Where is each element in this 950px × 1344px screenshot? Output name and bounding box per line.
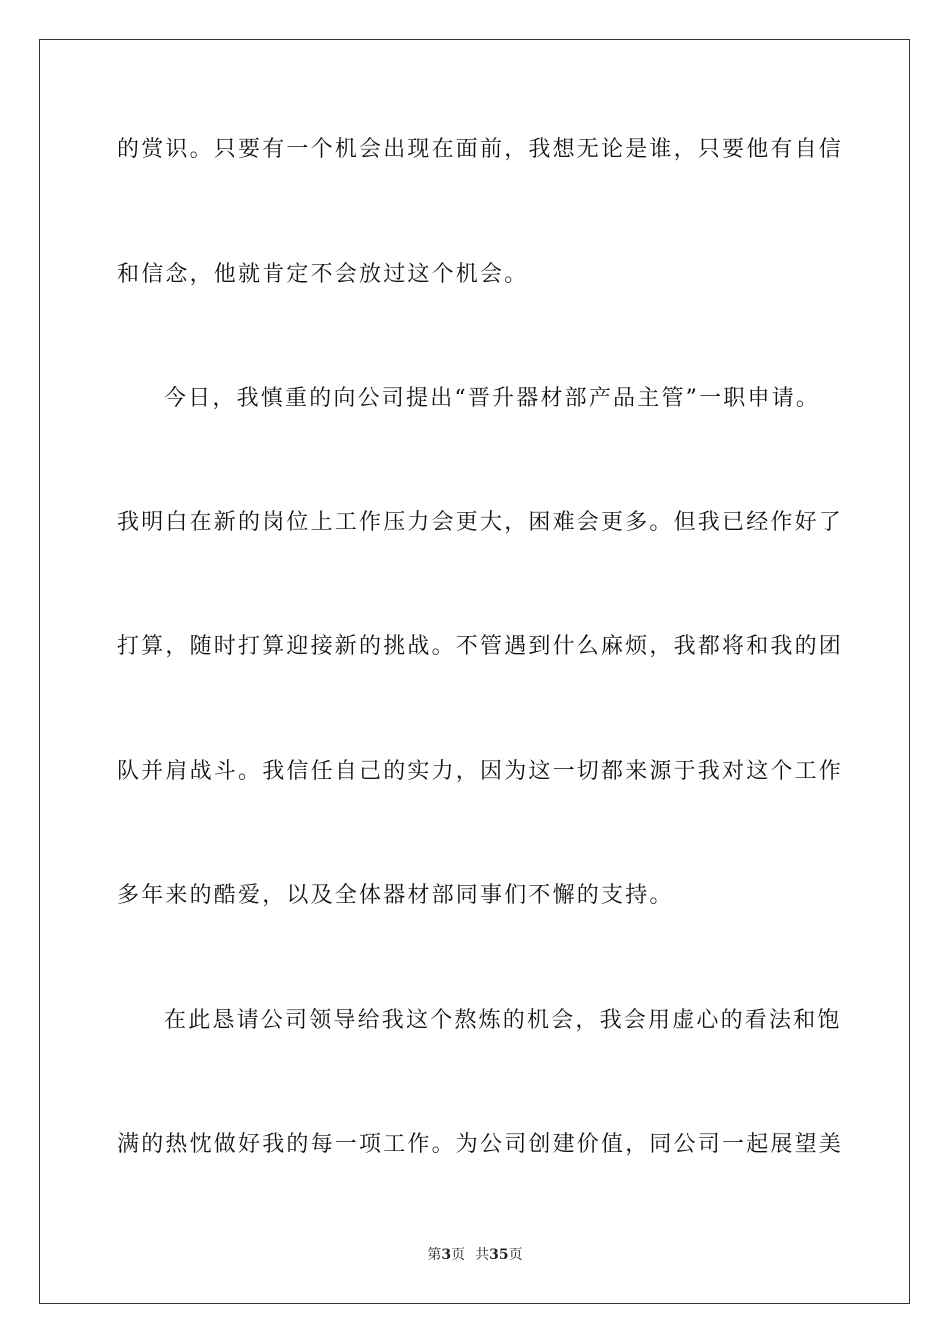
text-line-7: 多年来的酷爱，以及全体器材部同事们不懈的支持。 xyxy=(117,883,674,908)
page-suffix: 页 xyxy=(451,1247,466,1263)
text-line-9: 满的热忱做好我的每一项工作。为公司创建价值，同公司一起展望美 xyxy=(117,1132,844,1157)
page-prefix: 第 xyxy=(427,1247,442,1263)
text-line-5: 打算，随时打算迎接新的挑战。不管遇到什么麻烦，我都将和我的团 xyxy=(117,634,844,659)
page-frame xyxy=(39,39,910,1304)
page-total: 35 xyxy=(489,1247,509,1263)
total-prefix: 共 xyxy=(475,1247,490,1263)
text-line-1: 的赏识。只要有一个机会出现在面前，我想无论是谁，只要他有自信 xyxy=(117,137,844,162)
page-number: 3 xyxy=(441,1247,452,1263)
text-line-8: 在此恳请公司领导给我这个熬炼的机会，我会用虚心的看法和饱 xyxy=(164,1008,842,1033)
text-line-2: 和信念，他就肯定不会放过这个机会。 xyxy=(117,262,529,287)
page-footer xyxy=(0,1246,950,1264)
text-line-4: 我明白在新的岗位上工作压力会更大，困难会更多。但我已经作好了 xyxy=(117,510,844,535)
text-line-6: 队并肩战斗。我信任自己的实力，因为这一切都来源于我对这个工作 xyxy=(117,759,844,784)
text-line-3: 今日，我慎重的向公司提出“晋升器材部产品主管”一职申请。 xyxy=(164,386,821,411)
total-suffix: 页 xyxy=(508,1247,523,1263)
